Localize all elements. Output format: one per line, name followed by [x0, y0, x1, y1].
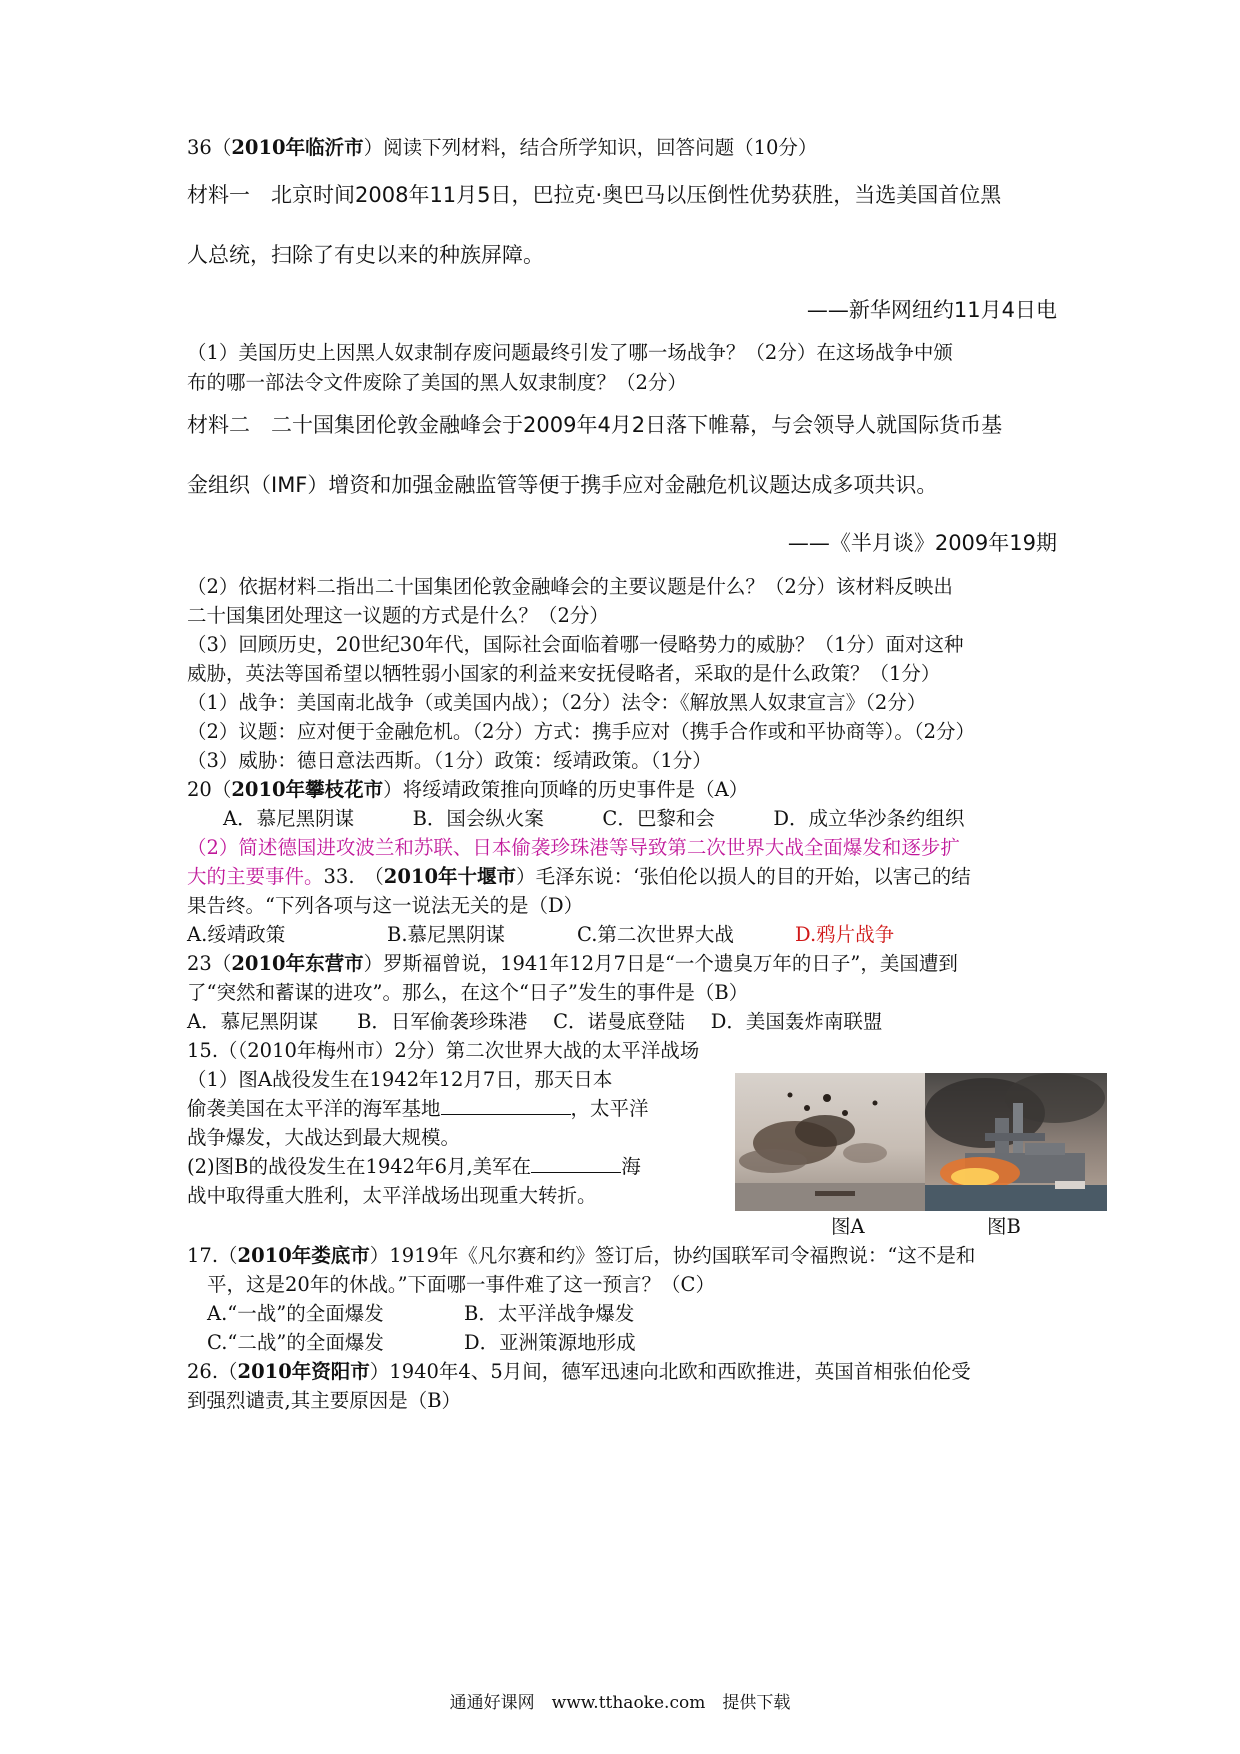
material2-line1: 材料二 二十国集团伦敦金融峰会于2009年4月2日落下帷幕，与会领导人就国际货币基: [187, 413, 1003, 437]
q36-sub3-line2: 威胁，英法等国希望以牺牲弱小国家的利益来安抚侵略者，采取的是什么政策？（1分）: [187, 662, 941, 685]
q33-option-b: B.慕尼黑阴谋: [387, 923, 506, 946]
answer-blank-2[interactable]: [531, 1152, 621, 1173]
q17-option-a: A.“一战”的全面爆发: [207, 1302, 384, 1325]
q15-heading: 15.（（2010年梅州市）2分）第二次世界大战的太平洋战场: [187, 1039, 700, 1062]
figure-a-photo: [735, 1073, 925, 1211]
q23-heading: 23（2010年东营市）罗斯福曾说，1941年12月7日是“一个遗臭万年的日子”，美国遭到: [187, 952, 958, 975]
pink-note-line1: （2）简述德国进攻波兰和苏联、日本偷袭珍珠港等导致第二次世界大战全面爆发和逐步扩: [187, 836, 960, 859]
answer-blank-1[interactable]: [441, 1094, 571, 1115]
figure-b-photo: [925, 1073, 1107, 1211]
q15-part2-line2: 战中取得重大胜利，太平洋战场出现重大转折。: [187, 1184, 597, 1207]
q17-option-b: B．太平洋战争爆发: [464, 1302, 635, 1325]
q15-part2-line1: (2)图B的战役发生在1942年6月,美军在 海: [187, 1152, 641, 1182]
material2-line2: 金组织（IMF）增资和加强金融监管等便于携手应对金融危机议题达成多项共识。: [187, 473, 938, 497]
q17-option-d: D．亚洲策源地形成: [464, 1331, 636, 1354]
q15-part1-line1: （1）图A战役发生在1942年12月7日，那天日本: [187, 1068, 613, 1091]
material1-source: ——新华网纽约11月4日电: [806, 298, 1057, 322]
q26-stem-line2: 到强烈谴责,其主要原因是（B）: [187, 1389, 462, 1412]
material2-source: ——《半月谈》2009年19期: [787, 531, 1057, 555]
q26-heading: 26.（2010年资阳市）1940年4、5月间，德军迅速向北欧和西欧推进，英国首相张伯伦受: [187, 1360, 971, 1383]
q23-stem-line2: 了“突然和蓄谋的进攻”。那么，在这个“日子”发生的事件是（B）: [187, 981, 749, 1004]
material1-line2: 人总统，扫除了有史以来的种族屏障。: [187, 243, 544, 267]
q15-part1-line3: 战争爆发，大战达到最大规模。: [187, 1126, 461, 1149]
q20-heading: 20（2010年攀枝花市）将绥靖政策推向顶峰的历史事件是（A）: [187, 778, 749, 801]
q17-heading: 17.（2010年娄底市）1919年《凡尔赛和约》签订后，协约国联军司令福煦说：“这不是和: [187, 1244, 976, 1267]
q36-heading: 36（2010年临沂市）阅读下列材料，结合所学知识，回答问题（10分）: [187, 136, 818, 159]
q36-sub1-line1: （1）美国历史上因黑人奴隶制存废问题最终引发了哪一场战争？（2分）在这场战争中颁: [187, 341, 953, 364]
caption-a: 图A: [831, 1215, 865, 1238]
q33-option-d: D.鸦片战争: [795, 923, 895, 946]
q36-sub2-line1: （2）依据材料二指出二十国集团伦敦金融峰会的主要议题是什么？（2分）该材料反映出: [187, 575, 953, 598]
q33-heading: 大的主要事件。33. （2010年十堰市）毛泽东说：‘张伯伦以损人的目的开始，以害己的结: [187, 865, 971, 888]
footer: 通通好课网 www.tthaoke.com 提供下载: [449, 1693, 791, 1713]
q20-options: A．慕尼黑阴谋 B．国会纵火案 C．巴黎和会 D．成立华沙条约组织: [223, 807, 965, 830]
q17-option-c: C.“二战”的全面爆发: [207, 1331, 384, 1354]
caption-b: 图B: [987, 1215, 1021, 1238]
material1-line1: 材料一 北京时间2008年11月5日，巴拉克·奥巴马以压倒性优势获胜，当选美国首位黑: [187, 183, 1002, 207]
q36-answer3: （3）威胁：德日意法西斯。（1分）政策：绥靖政策。（1分）: [187, 749, 712, 772]
q33-option-a: A.绥靖政策: [187, 923, 286, 946]
q23-options: A．慕尼黑阴谋 B．日军偷袭珍珠港 C．诺曼底登陆 D．美国轰炸南联盟: [187, 1010, 883, 1033]
q36-sub1-line2: 布的哪一部法令文件废除了美国的黑人奴隶制度？（2分）: [187, 371, 687, 394]
q36-answer1: （1）战争：美国南北战争（或美国内战）；（2分）法令：《解放黑人奴隶宣言》（2分）: [187, 691, 927, 714]
q15-part1-line2: 偷袭美国在太平洋的海军基地 ，太平洋: [187, 1094, 649, 1124]
q36-answer2: （2）议题：应对便于金融危机。（2分）方式：携手应对（携手合作或和平协商等）。（2分）: [187, 720, 975, 743]
q36-sub3-line1: （3）回顾历史，20世纪30年代，国际社会面临着哪一侵略势力的威胁？（1分）面对这种: [187, 633, 964, 656]
q17-stem-line2: 平，这是20年的休战。”下面哪一事件难了这一预言？（C）: [207, 1273, 715, 1296]
q33-option-c: C.第二次世界大战: [577, 923, 734, 946]
q33-stem-line2: 果告终。“下列各项与这一说法无关的是（D）: [187, 894, 584, 917]
q36-sub2-line2: 二十国集团处理这一议题的方式是什么？（2分）: [187, 604, 609, 627]
